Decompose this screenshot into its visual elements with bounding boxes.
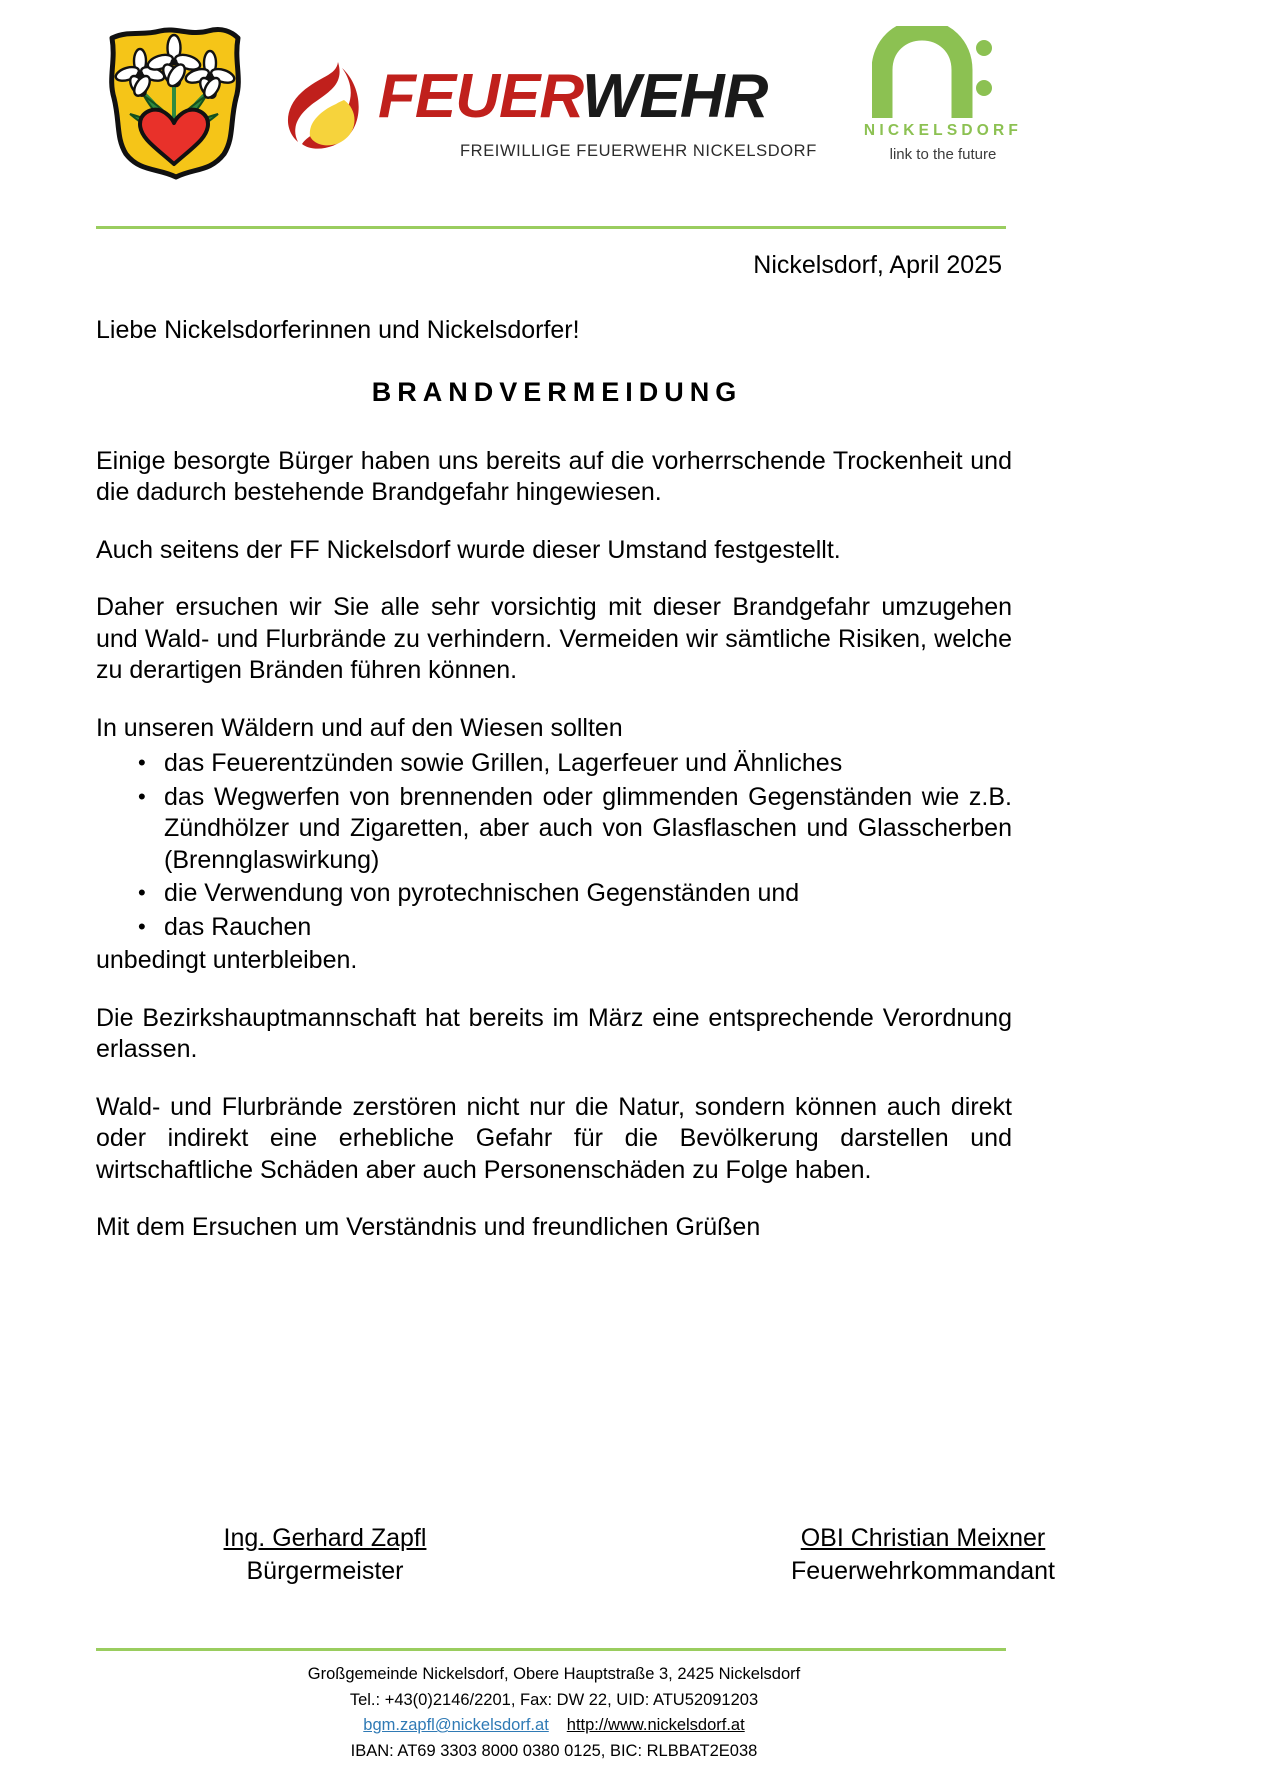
signature-block xyxy=(96,1522,1055,1587)
footer xyxy=(96,1662,1012,1764)
town-logo-tagline: link to the future xyxy=(889,146,997,163)
municipal-crest-icon xyxy=(98,22,248,180)
town-logo xyxy=(828,26,1058,166)
town-logo-name: NICKELSDORF xyxy=(863,122,1023,139)
signature-fire-chief xyxy=(646,1522,1152,1587)
flame-icon xyxy=(282,60,368,152)
paragraph-5: Wald- und Flurbrände zerstören nicht nur die Natur, sondern können auch direkt oder indirekt eine erhebliche Gefahr für die Bevölkerung darstellen und wirtschaftliche Schäden aber auch Personenschäden zu Folge haben. xyxy=(96,1092,1012,1184)
signature-role: Bürgermeister xyxy=(246,1556,404,1585)
signature-name: Ing. Gerhard Zapfl xyxy=(223,1524,427,1552)
wordmark-wehr: WEHR xyxy=(582,62,768,131)
paragraph-3: Daher ersuchen wir Sie alle sehr vorsichtig mit dieser Brandgefahr umzugehen und Wald- und Flurbrände zu verhindern. Vermeiden wir sämtliche Risiken, welche zu derartigen Bränden führen können. xyxy=(96,593,1012,684)
signature-name: OBI Christian Meixner xyxy=(800,1524,1046,1552)
footer-contact: Tel.: +43(0)2146/2201, Fax: DW 22, UID: ATU52091203 xyxy=(349,1690,759,1709)
list-outro: unbedingt unterbleiben. xyxy=(96,946,358,974)
footer-bank-details: IBAN: AT69 3303 8000 0380 0125, BIC: RLBBAT2E038 xyxy=(350,1741,758,1760)
paragraph-2: Auch seitens der FF Nickelsdorf wurde dieser Umstand festgestellt. xyxy=(96,535,841,564)
footer-address: Großgemeinde Nickelsdorf, Obere Hauptstraße 3, 2425 Nickelsdorf xyxy=(307,1665,801,1683)
fire-brigade-wordmark xyxy=(378,62,768,131)
footer-divider xyxy=(96,1648,1006,1651)
dateline: Nickelsdorf, April 2025 xyxy=(753,251,1002,279)
fire-brigade-logo xyxy=(282,58,817,170)
list-intro: In unseren Wäldern und auf den Wiesen sollten xyxy=(96,713,623,742)
list-item: • das Rauchen xyxy=(96,912,1012,944)
wordmark-feuer: FEUER xyxy=(378,62,583,131)
footer-website-link[interactable]: http://www.nickelsdorf.at xyxy=(566,1716,745,1735)
letter-body xyxy=(96,250,1012,1244)
letterhead xyxy=(0,0,1261,200)
fire-brigade-subtitle: FREIWILLIGE FEUERWEHR NICKELSDORF xyxy=(460,142,817,160)
header-divider xyxy=(96,226,1006,229)
paragraph-1: Einige besorgte Bürger haben uns bereits auf die vorherrschende Trockenheit und die dadurch bestehende Brandgefahr hingewiesen. xyxy=(96,446,1012,506)
list-item: • das Wegwerfen von brennenden oder glimmenden Gegenständen wie z.B. Zündhölzer und Zigaretten, aber auch von Glasflaschen und Glasscherben (Brennglaswirkung) xyxy=(96,782,1012,877)
list-item: • die Verwendung von pyrotechnischen Gegenständen und xyxy=(96,878,1012,910)
paragraph-4: Die Bezirkshauptmannschaft hat bereits im März eine entsprechende Verordnung erlassen. xyxy=(96,1003,1012,1063)
signature-mayor xyxy=(96,1522,646,1587)
list-item: • das Feuerentzünden sowie Grillen, Lagerfeuer und Ähnliches xyxy=(96,748,1012,780)
salutation: Liebe Nickelsdorferinnen und Nickelsdorfer! xyxy=(96,316,580,345)
precaution-list xyxy=(96,748,1012,943)
footer-links xyxy=(96,1713,1012,1739)
page-title: BRANDVERMEIDUNG xyxy=(371,376,743,407)
closing-line: Mit dem Ersuchen um Verständnis und freundlichen Grüßen xyxy=(96,1213,761,1241)
footer-email-link[interactable]: bgm.zapfl@nickelsdorf.at xyxy=(363,1716,549,1735)
town-logo-n-icon xyxy=(872,26,992,118)
signature-role: Feuerwehrkommandant xyxy=(790,1556,1055,1585)
